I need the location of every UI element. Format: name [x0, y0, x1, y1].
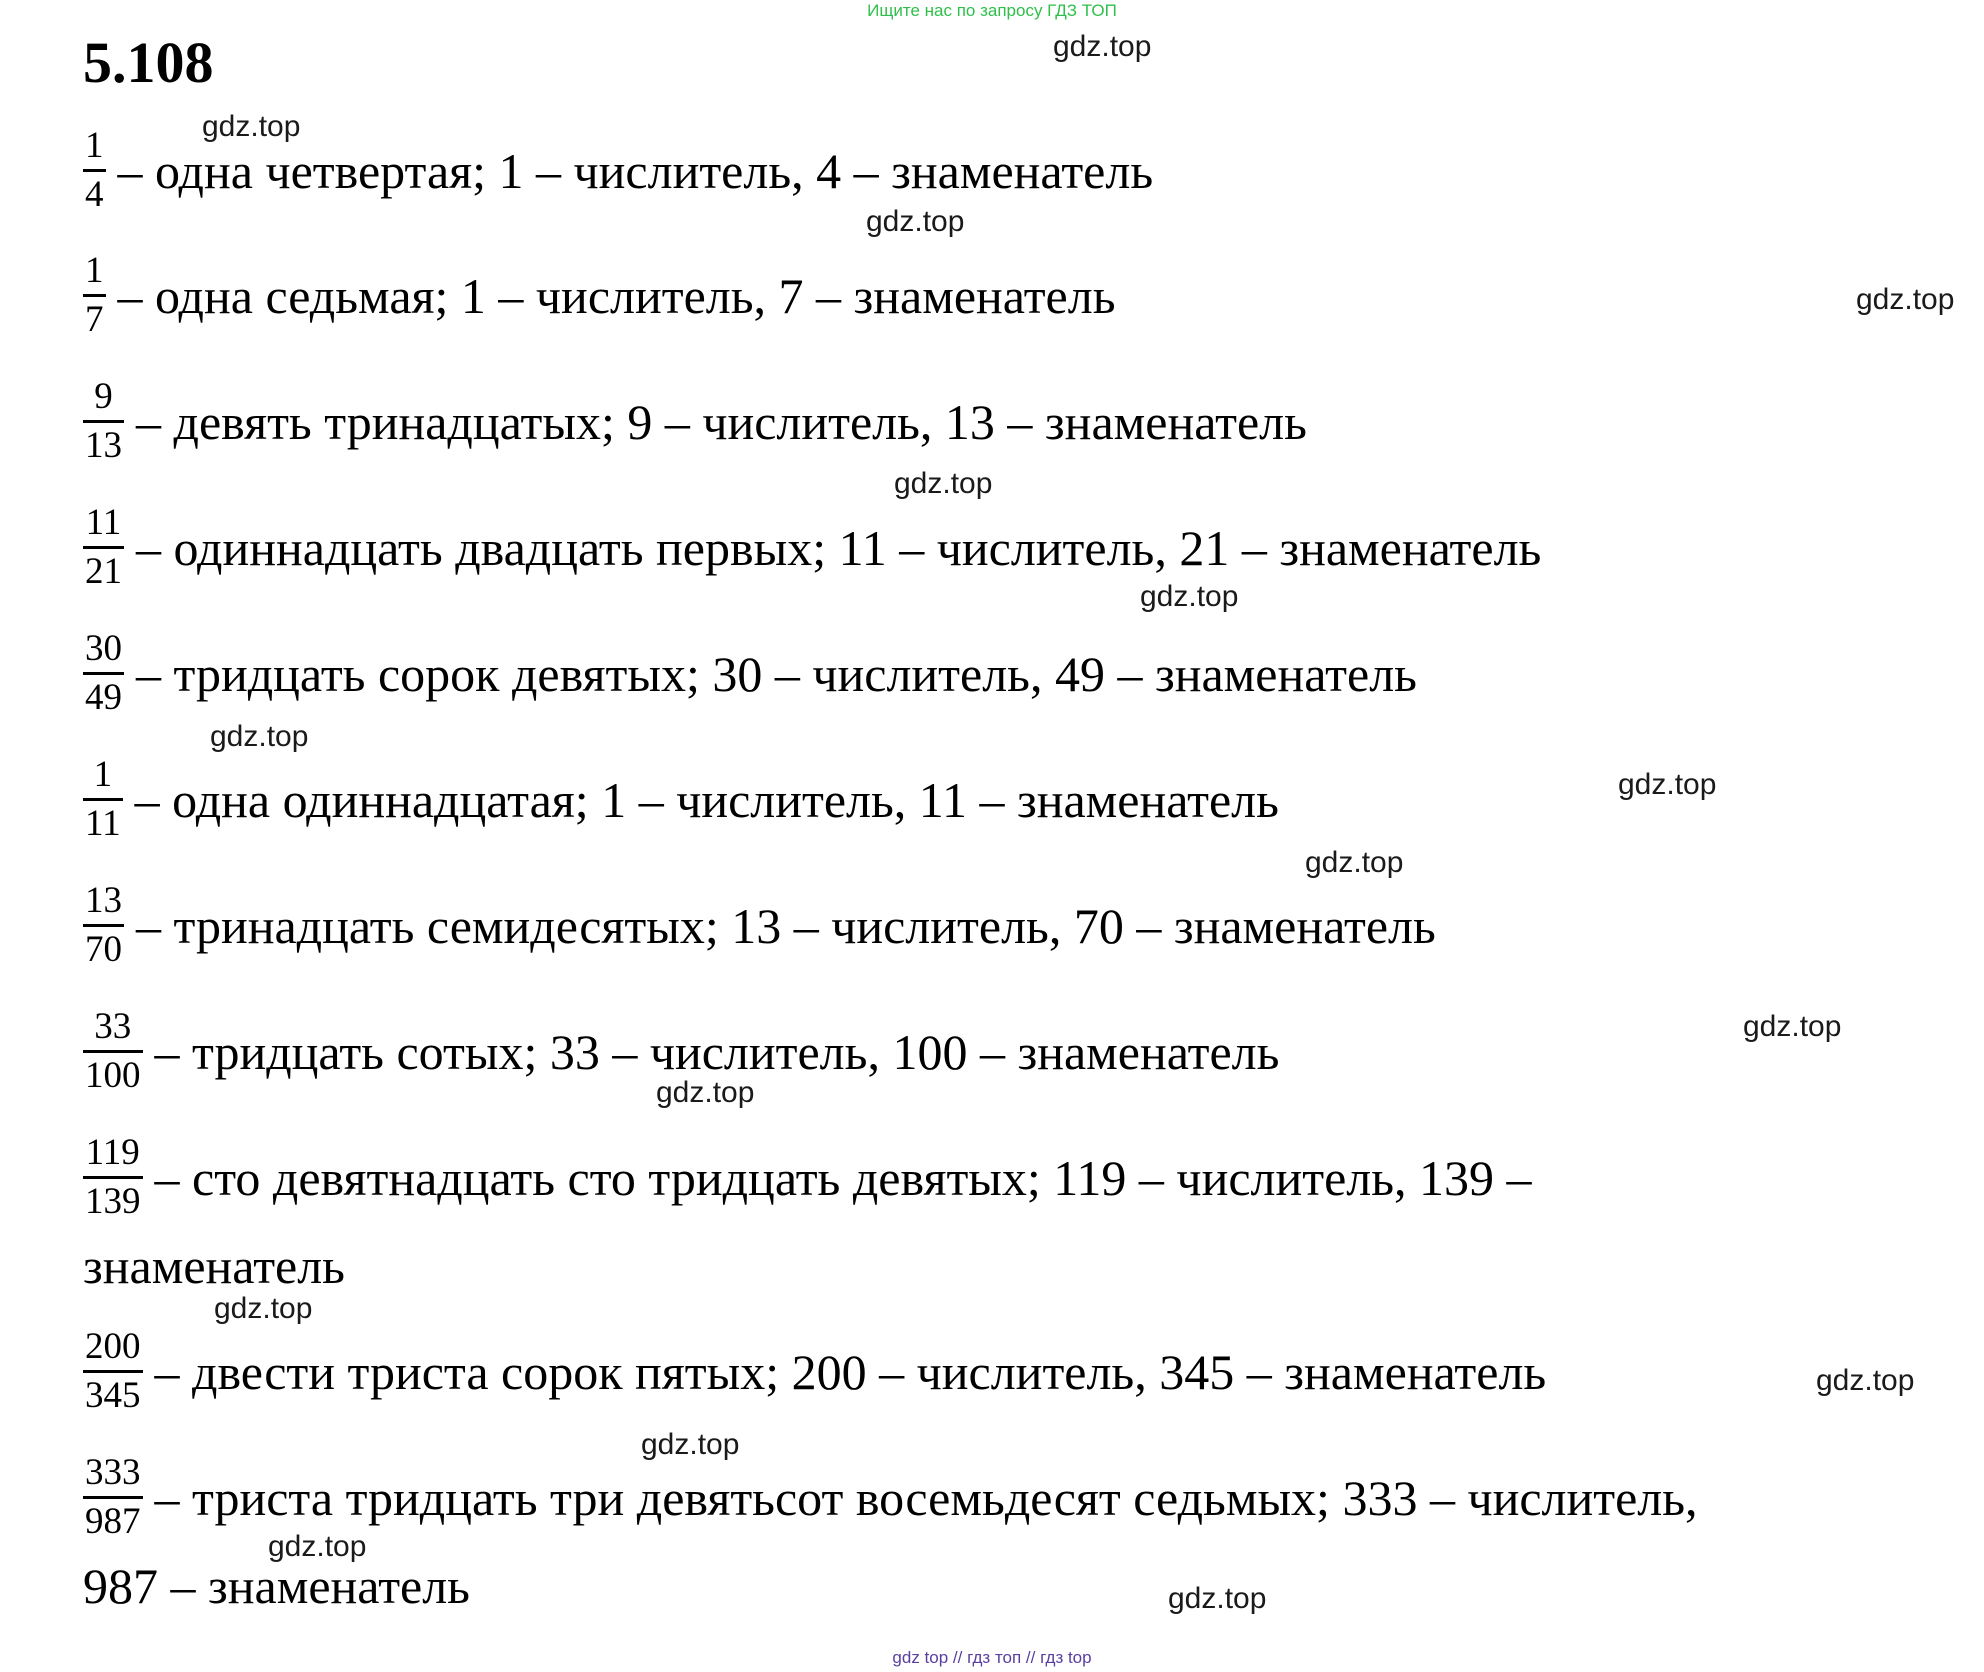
fraction-description-continuation: знаменатель [83, 1238, 345, 1294]
fraction-description: – одна одиннадцатая; 1 – числитель, 11 – знаменатель [134, 771, 1279, 828]
watermark: gdz.top [1743, 1010, 1842, 1043]
watermark: gdz.top [202, 110, 301, 143]
fraction [83, 248, 106, 343]
fraction-description: – девять тринадцатых; 9 – числитель, 13 – знаменатель [136, 393, 1307, 450]
watermark: gdz.top [1856, 283, 1955, 316]
fraction-description: – одна седьмая; 1 – числитель, 7 – знаменатель [117, 267, 1116, 324]
fraction-description: – тридцать сорок девятых; 30 – числитель, 49 – знаменатель [136, 645, 1417, 702]
numerator: 11 [85, 502, 122, 543]
numerator: 30 [85, 628, 122, 669]
watermark: gdz.top [214, 1292, 313, 1325]
numerator: 9 [94, 376, 113, 417]
numerator: 119 [85, 1132, 140, 1173]
watermark: gdz.top [1140, 580, 1239, 613]
numerator: 200 [85, 1326, 141, 1367]
fraction-description: – тринадцать семидесятых; 13 – числитель, 70 – знаменатель [136, 897, 1436, 954]
denominator: 4 [85, 174, 104, 215]
fraction [83, 878, 124, 973]
fraction-description: – двести триста сорок пятых; 200 – числитель, 345 – знаменатель [154, 1343, 1547, 1400]
fraction-row [83, 500, 1541, 595]
fraction-description: – одна четвертая; 1 – числитель, 4 – знаменатель [117, 142, 1154, 199]
fraction-row [83, 752, 1279, 847]
numerator: 1 [85, 250, 104, 291]
fraction [83, 374, 124, 469]
fraction-row [83, 1130, 1532, 1225]
fraction-description: – тридцать сотых; 33 – числитель, 100 – знаменатель [154, 1023, 1280, 1080]
fraction [83, 1004, 143, 1099]
fraction [83, 752, 123, 847]
numerator: 1 [85, 125, 104, 166]
fraction [83, 1450, 143, 1545]
denominator: 13 [85, 425, 122, 466]
watermark: gdz.top [268, 1530, 367, 1563]
watermark: gdz.top [866, 205, 965, 238]
fraction [83, 123, 106, 218]
denominator: 21 [85, 551, 122, 592]
watermark: gdz.top [656, 1076, 755, 1109]
fraction [83, 500, 124, 595]
numerator: 1 [93, 754, 113, 795]
denominator: 345 [85, 1375, 141, 1416]
watermark: gdz.top [894, 467, 993, 500]
numerator: 33 [94, 1006, 132, 1047]
denominator: 11 [85, 803, 121, 844]
fraction [83, 1130, 143, 1225]
fraction-row [83, 374, 1307, 469]
watermark: gdz.top [210, 720, 309, 753]
footer-banner: gdz top // гдз топ // гдз top [892, 1648, 1092, 1667]
exercise-number: 5.108 [83, 30, 214, 95]
fraction-description: – одиннадцать двадцать первых; 11 – числитель, 21 – знаменатель [136, 519, 1542, 576]
numerator: 333 [85, 1452, 141, 1493]
numerator: 13 [85, 880, 122, 921]
denominator: 49 [85, 677, 122, 718]
fraction-description: – сто девятнадцать сто тридцать девятых; 119 – числитель, 139 – [154, 1149, 1532, 1206]
top-banner: Ищите нас по запросу ГДЗ ТОП [867, 1, 1117, 20]
watermark: gdz.top [1305, 846, 1404, 879]
denominator: 987 [85, 1501, 141, 1542]
watermark: gdz.top [1053, 30, 1152, 63]
denominator: 7 [85, 299, 104, 340]
denominator: 139 [85, 1181, 141, 1222]
fraction-row [83, 1324, 1546, 1419]
fraction-description-continuation: 987 – знаменатель [83, 1558, 470, 1614]
denominator: 100 [85, 1055, 141, 1096]
watermark: gdz.top [1168, 1582, 1267, 1615]
fraction-row [83, 878, 1436, 973]
fraction [83, 1324, 143, 1419]
watermark: gdz.top [1618, 768, 1717, 801]
watermark: gdz.top [1816, 1364, 1915, 1397]
watermark: gdz.top [641, 1428, 740, 1461]
fraction-description: – триста тридцать три девятьсот восемьдесят седьмых; 333 – числитель, [154, 1469, 1698, 1526]
denominator: 70 [85, 929, 122, 970]
fraction [83, 626, 124, 721]
fraction-row [83, 626, 1417, 721]
fraction-row [83, 248, 1116, 343]
